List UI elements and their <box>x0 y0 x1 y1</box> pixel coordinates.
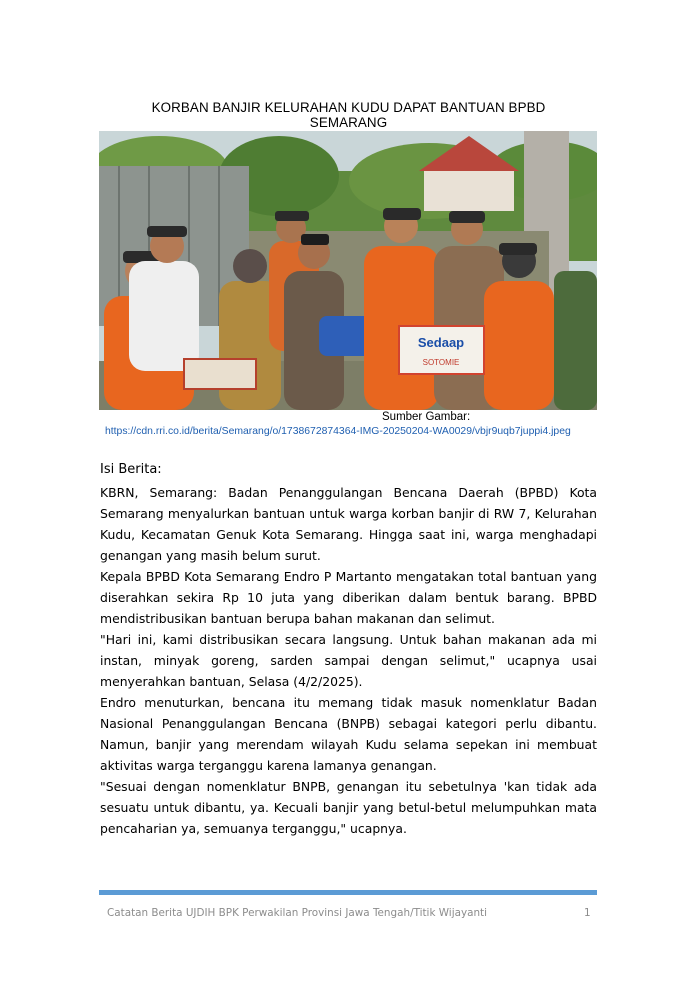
page-number: 1 <box>584 907 591 919</box>
news-photo-illustration <box>99 131 597 410</box>
image-source-link[interactable]: https://cdn.rri.co.id/berita/Semarang/o/1738672874364-IMG-20250204-WA0029/vbjr9uqb7juppi4.jpeg <box>105 426 571 437</box>
box-label-sotomie: SOTOMIE <box>422 358 460 367</box>
document-title <box>100 100 597 130</box>
paragraph-2: Kepala BPBD Kota Semarang Endro P Martanto mengatakan total bantuan yang diserahkan sekira Rp 10 juta yang diberikan dalam bentuk barang. BPBD mendistribusikan bantuan berupa bahan makanan dan selimut. <box>100 569 597 626</box>
paragraph-1: KBRN, Semarang: Badan Penanggulangan Bencana Daerah (BPBD) Kota Semarang menyalurkan bantuan untuk warga korban banjir di RW 7, Kelurahan Kudu, Kecamatan Genuk Kota Semarang. Hingga saat ini, warga menghadapi genangan yang masih belum surut. <box>100 485 597 563</box>
box-label-sedaap: Sedaap <box>417 335 465 350</box>
section-heading: Isi Berita: <box>100 462 162 477</box>
paragraph-5: "Sesuai dengan nomenklatur BNPB, genangan itu sebetulnya 'kan tidak ada sesuatu untuk dibantu, ya. Kecuali banjir yang betul-betul melumpuhkan mata pencaharian ya, semuanya terganggu," ucapnya. <box>100 779 597 836</box>
news-photo <box>99 131 597 410</box>
image-caption-label: Sumber Gambar: <box>382 411 471 423</box>
paragraph-3: "Hari ini, kami distribusikan secara langsung. Untuk bahan makanan ada mi instan, minyak goreng, sarden sampai dengan selimut," ucapnya usai menyerahkan bantuan, Selasa (4/2/2025). <box>100 632 597 689</box>
footer-divider <box>99 890 597 895</box>
paragraph-4: Endro menuturkan, bencana itu memang tidak masuk nomenklatur Badan Nasional Penanggulangan Bencana (BNPB) sebagai kategori perlu dibantu. Namun, banjir yang merendam wilayah Kudu selama sepekan ini membuat aktivitas warga terganggu karena lamanya genangan. <box>100 695 597 773</box>
article-body <box>100 482 597 839</box>
title-line-2: SEMARANG <box>309 115 388 130</box>
title-line-1: KORBAN BANJIR KELURAHAN KUDU DAPAT BANTUAN BPBD <box>151 100 546 115</box>
footer-text: Catatan Berita UJDIH BPK Perwakilan Provinsi Jawa Tengah/Titik Wijayanti <box>107 907 488 919</box>
